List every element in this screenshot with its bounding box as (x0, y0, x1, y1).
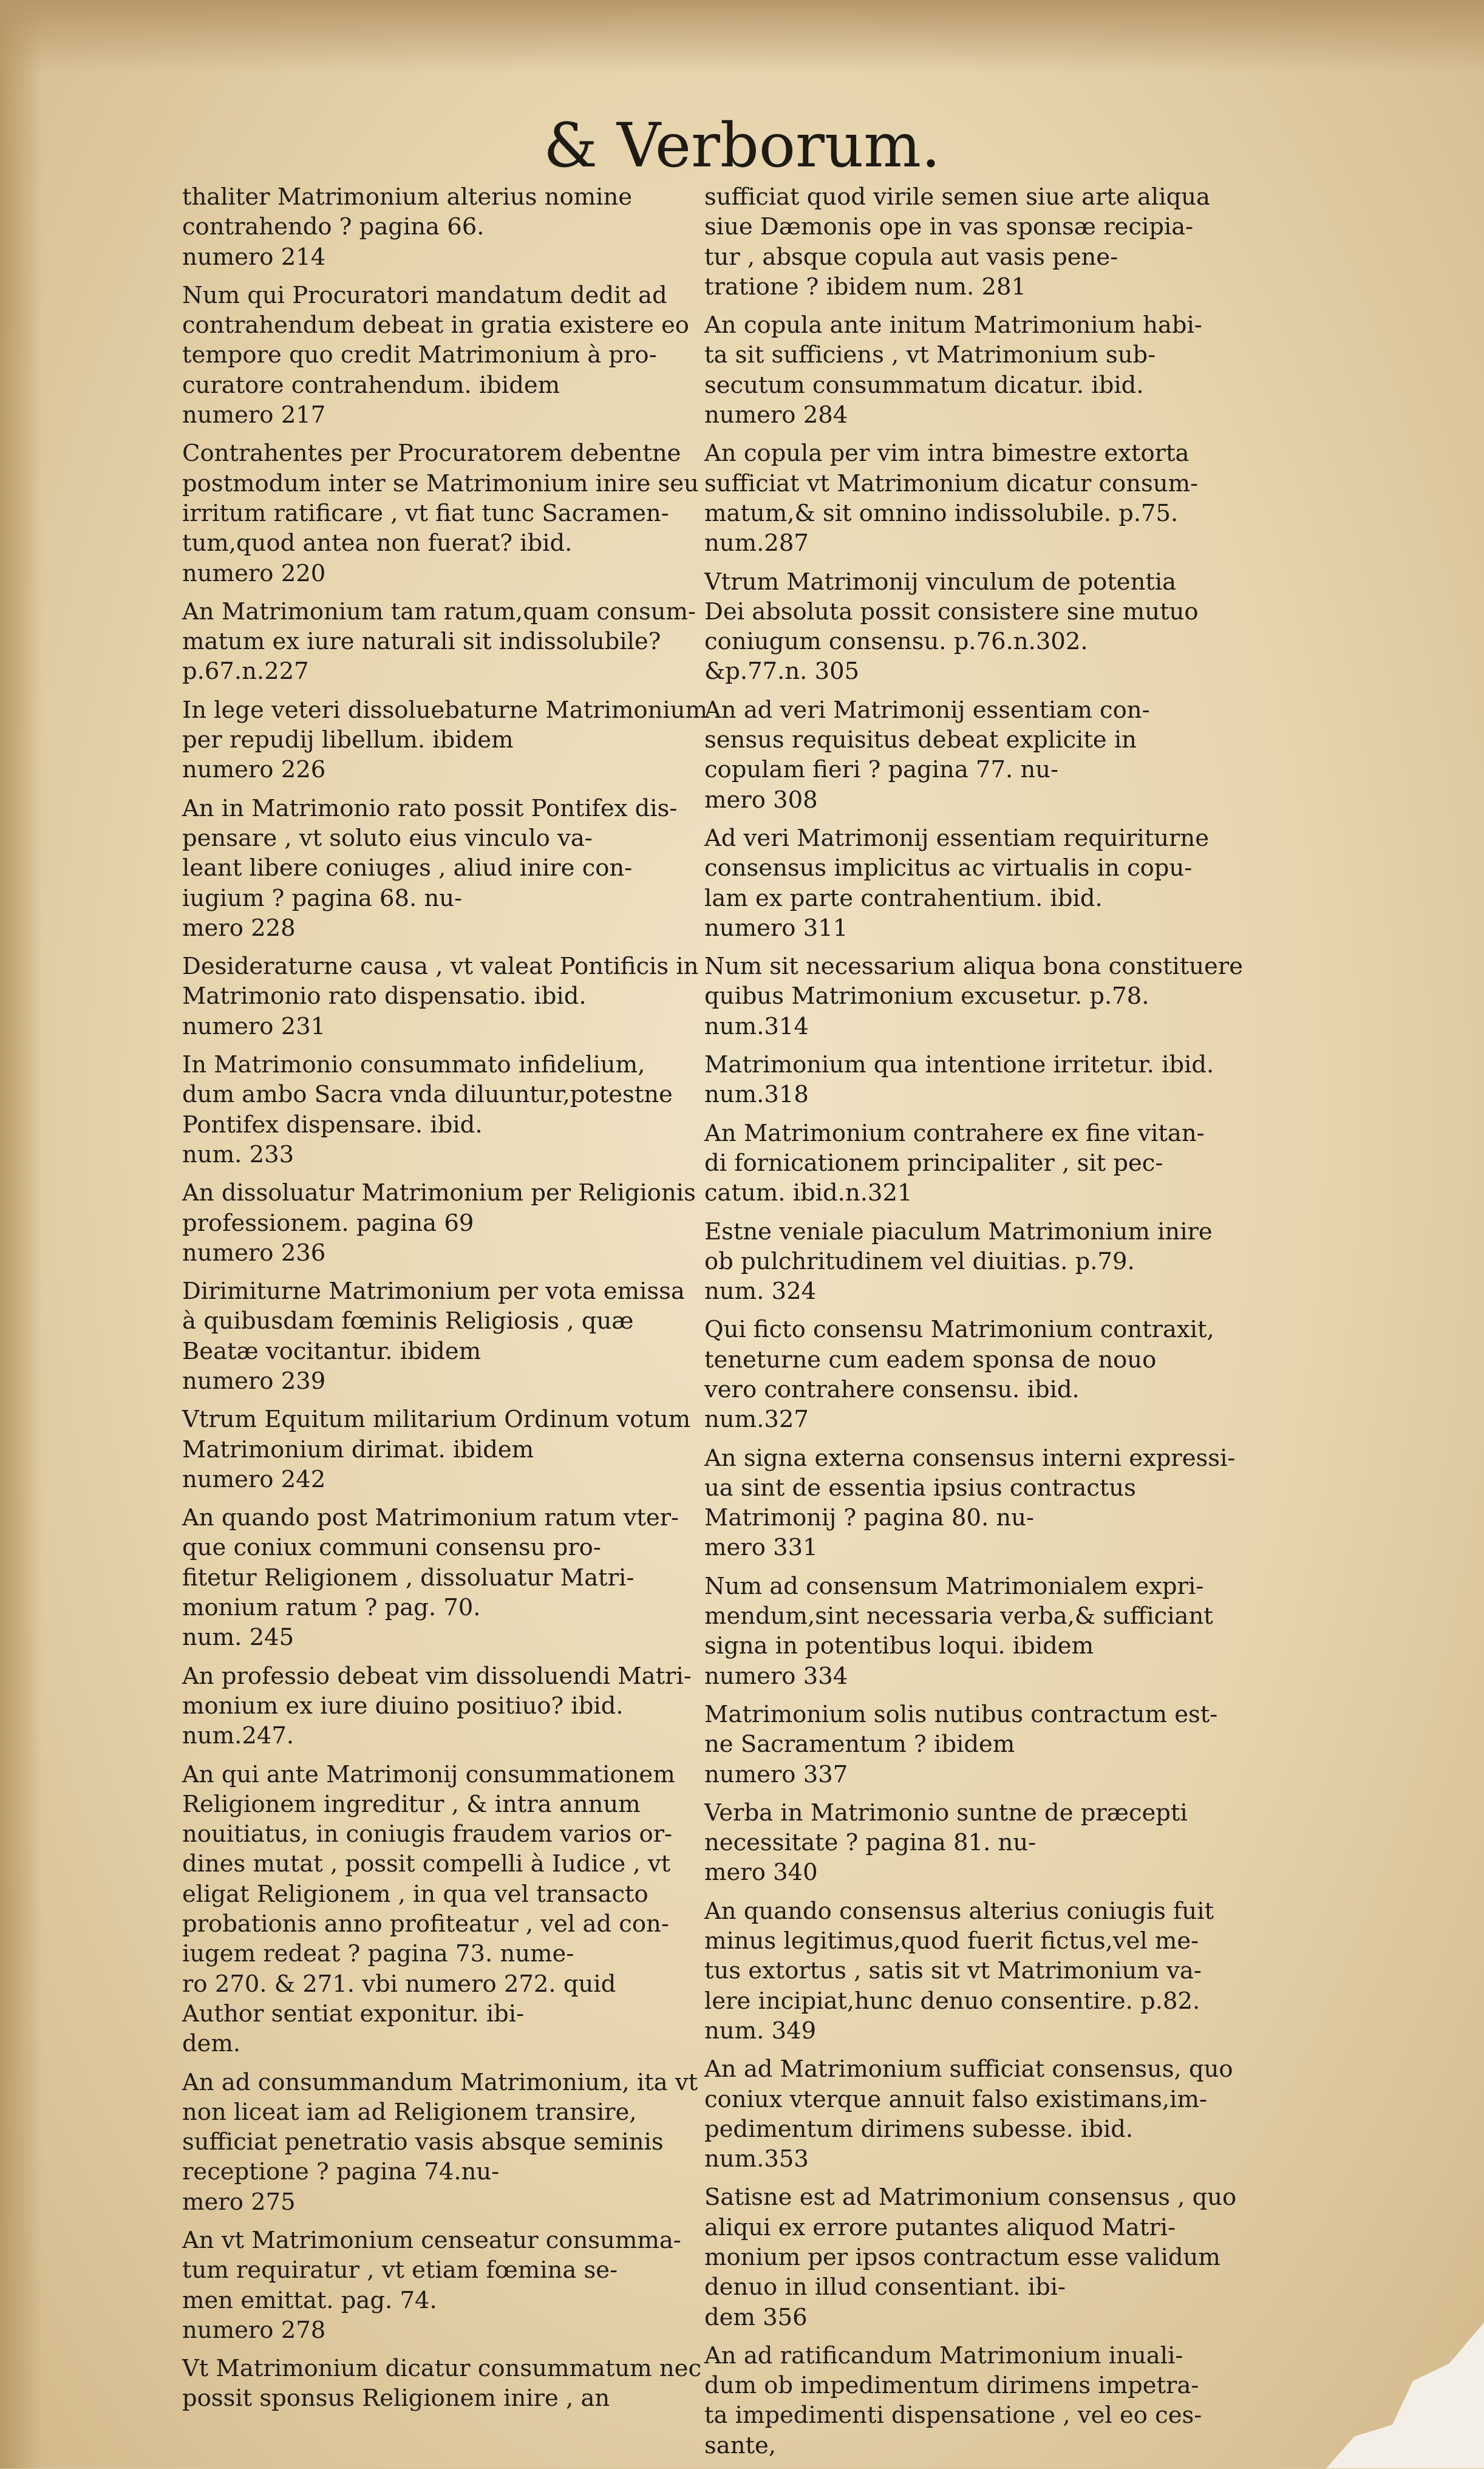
index-entry-line: irritum ratificare , vt fiat tunc Sacramen- (182, 499, 669, 527)
index-entry-line: Dirimiturne Matrimonium per vota emissa (182, 1278, 685, 1306)
index-entry (182, 695, 708, 785)
index-entry (704, 2341, 1202, 2460)
index-entry (182, 1405, 691, 1494)
index-entry-line: mero 275 (182, 2188, 296, 2216)
index-entry-line: coniux vterque annuit falso existimans,im- (704, 2085, 1207, 2113)
index-entry-line: postmodum inter se Matrimonium inire seu (182, 469, 699, 497)
index-entry (182, 1661, 692, 1751)
index-entry-line: receptione ? pagina 74.nu- (182, 2158, 500, 2186)
index-entry-line: numero 231 (182, 1012, 326, 1040)
index-entry-line: num.247. (182, 1722, 294, 1750)
index-entry-line: numero 242 (182, 1465, 326, 1493)
index-entry-line: matum ex iure naturali sit indissolubile? (182, 628, 661, 656)
index-entry-line: Beatæ vocitantur. ibidem (182, 1337, 482, 1365)
index-entry-line: minus legitimus,quod fuerit fictus,vel me- (704, 1927, 1199, 1955)
index-entry-line: An dissoluatur Matrimonium per Religionis (182, 1179, 696, 1207)
index-entry (182, 597, 696, 687)
index-entry-line: contrahendo ? pagina 66. (182, 213, 485, 241)
index-entry-line: secutum consummatum dicatur. ibid. (704, 371, 1144, 399)
index-entry-line: Vtrum Equitum militarium Ordinum votum (182, 1406, 691, 1434)
index-entry-line: Vtrum Matrimonij vinculum de potentia (704, 568, 1177, 596)
index-entry-line: eligat Religionem , in qua vel transacto (182, 1880, 648, 1908)
index-entry-line: monium ratum ? pag. 70. (182, 1594, 481, 1622)
index-entry-line: An copula per vim intra bimestre extorta (704, 440, 1190, 468)
index-entry (704, 952, 1244, 1041)
index-entry-line: An ad Matrimonium sufficiat consensus, quo (704, 2055, 1233, 2083)
index-entry-line: numero 284 (704, 401, 848, 429)
index-entry-line: signa in potentibus loqui. ibidem (704, 1632, 1094, 1660)
index-entry (182, 1760, 674, 2059)
index-entry-line: ta impedimenti dispensatione , vel eo ces- (704, 2402, 1202, 2430)
index-entry (182, 1178, 696, 1268)
index-entry-line: Vt Matrimonium dicatur consummatum nec (182, 2355, 702, 2383)
index-entry (182, 182, 674, 272)
index-entry-line: leant libere coniuges , aliud inire con- (182, 854, 633, 882)
index-entry-line: Verba in Matrimonio suntne de præcepti (704, 1799, 1188, 1827)
index-entry-line: dum ambo Sacra vnda diluuntur,potestne (182, 1081, 673, 1109)
index-entry-line: numero 220 (182, 559, 326, 587)
index-entry-line: numero 278 (182, 2316, 326, 2344)
index-entry (182, 2354, 702, 2414)
index-entry-line: mero 340 (704, 1859, 818, 1887)
index-entry-line: tur , absque copula aut vasis pene- (704, 243, 1118, 271)
index-entry-line: An quando consensus alterius coniugis fuit (704, 1897, 1214, 1925)
index-entry-line: numero 236 (182, 1239, 326, 1267)
index-entry (704, 1896, 1214, 2046)
index-entry-line: In lege veteri dissoluebaturne Matrimonium (182, 696, 708, 724)
index-entry (182, 281, 689, 430)
index-entry-line: num. 233 (182, 1140, 294, 1168)
index-entry-line: An quando post Matrimonium ratum vter- (182, 1504, 679, 1532)
index-entry-line: Num sit necessarium aliqua bona constituere (704, 953, 1244, 981)
index-entry-line: An qui ante Matrimonij consummationem (182, 1760, 675, 1788)
index-entry-line: Contrahentes per Procuratorem debentne (182, 440, 681, 468)
index-entry-line: numero 239 (182, 1367, 326, 1395)
index-entry-line: mendum,sint necessaria verba,& sufficiant (704, 1602, 1213, 1630)
index-entry-line: ro 270. & 271. vbi numero 272. quid (182, 1970, 616, 1998)
index-entry-line: lam ex parte contrahentium. ibid. (704, 884, 1103, 912)
index-entry-line: coniugum consensu. p.76.n.302. (704, 628, 1088, 656)
index-entry-line: Matrimonium solis nutibus contractum est- (704, 1700, 1218, 1728)
index-entry-line: &p.77.n. 305 (704, 658, 860, 686)
index-entry (704, 1119, 1205, 1208)
index-entry-line: An ad veri Matrimonij essentiam con- (704, 696, 1150, 724)
index-entry-line: numero 214 (182, 243, 326, 271)
index-entry-line: num.287 (704, 530, 809, 557)
index-entry-line: Desideraturne causa , vt valeat Pontificis in (182, 953, 699, 981)
index-entry-line: tum requiratur , vt etiam fœmina se- (182, 2256, 618, 2284)
index-entry-line: que coniux communi consensu pro- (182, 1534, 601, 1562)
torn-corner (1326, 2323, 1484, 2468)
index-entry-line: di fornicationem principaliter , sit pec- (704, 1149, 1163, 1177)
index-entry (704, 2182, 1237, 2332)
index-entry-line: ne Sacramentum ? ibidem (704, 1731, 1015, 1759)
index-entry-line: contrahendum debeat in gratia existere eo (182, 312, 689, 339)
index-entry-line: num.314 (704, 1012, 809, 1040)
index-entry-line: Qui ficto consensu Matrimonium contraxit, (704, 1316, 1214, 1344)
index-entry-line: An ad ratificandum Matrimonium inuali- (704, 2341, 1183, 2369)
index-entry-line: teneturne cum eadem sponsa de nouo (704, 1346, 1157, 1374)
index-entry-line: copulam fieri ? pagina 77. nu- (704, 756, 1059, 784)
index-entry (182, 1276, 685, 1396)
index-entry-line: iugem redeat ? pagina 73. nume- (182, 1940, 574, 1968)
index-entry (182, 794, 678, 943)
index-entry-line: sante, (704, 2431, 777, 2459)
index-entry (704, 182, 1210, 302)
index-entry-line: pensare , vt soluto eius vinculo va- (182, 824, 593, 852)
index-entry-line: professionem. pagina 69 (182, 1209, 474, 1237)
index-entry-line: numero 226 (182, 756, 326, 784)
index-entry-line: tus extortus , satis sit vt Matrimonium va- (704, 1957, 1202, 1985)
index-entry-line: num.353 (704, 2145, 809, 2173)
page-edge-shadow (0, 0, 43, 2468)
index-entry-line: sensus requisitus debeat explicite in (704, 726, 1137, 754)
index-entry-line: An ad consummandum Matrimonium, ita vt (182, 2068, 698, 2096)
index-entry-line: Estne veniale piaculum Matrimonium inire (704, 1217, 1213, 1245)
index-entry-line: num.318 (704, 1081, 809, 1109)
index-entry (182, 2226, 681, 2345)
running-header: & Verborum. (543, 110, 941, 181)
index-entry (704, 438, 1199, 558)
index-entry-line: numero 311 (704, 914, 848, 942)
index-entry-line: mero 331 (704, 1534, 818, 1562)
index-entry-line: dem. (182, 2030, 241, 2058)
index-entry-line: mero 228 (182, 914, 296, 942)
index-entry-line: Dei absoluta possit consistere sine mutuo (704, 598, 1199, 625)
index-entry-line: à quibusdam fœminis Religiosis , quæ (182, 1307, 634, 1335)
index-entry-line: numero 217 (182, 401, 326, 429)
index-entry-line: numero 337 (704, 1760, 848, 1788)
index-entry-line: siue Dæmonis ope in vas sponsæ recipia- (704, 213, 1194, 241)
index-entry-line: An copula ante initum Matrimonium habi- (704, 312, 1202, 339)
index-entry-line: monium ex iure diuino positiuo? ibid. (182, 1692, 624, 1720)
index-entry-line: mero 308 (704, 786, 818, 814)
index-entry-line: fitetur Religionem , dissoluatur Matri- (182, 1564, 635, 1592)
index-entry (704, 823, 1209, 943)
index-entry-line: vero contrahere consensu. ibid. (704, 1375, 1080, 1403)
index-entry-line: nouitiatus, in coniugis fraudem varios or- (182, 1820, 673, 1848)
index-entry-line: An signa externa consensus interni expressi- (704, 1444, 1236, 1472)
index-entry (704, 1572, 1213, 1691)
index-entry-line: thaliter Matrimonium alterius nomine (182, 183, 633, 211)
index-entry-line: Num ad consensum Matrimonialem expri- (704, 1572, 1204, 1600)
index-entry-line: Religionem ingreditur , & intra annum (182, 1790, 641, 1818)
index-entry-line: num. 349 (704, 2017, 817, 2045)
index-entry-line: catum. ibid.n.321 (704, 1179, 913, 1207)
index-entry-line: monium per ipsos contractum esse validum (704, 2244, 1220, 2271)
index-entry-line: quibus Matrimonium excusetur. p.78. (704, 982, 1149, 1010)
index-entry-line: Satisne est ad Matrimonium consensus , quo (704, 2184, 1237, 2212)
index-entry (182, 1050, 674, 1170)
index-entry-line: An Matrimonium contrahere ex fine vitan- (704, 1119, 1205, 1147)
index-entry-line: num. 245 (182, 1624, 294, 1652)
index-entry (704, 1700, 1218, 1790)
page-top-stain (0, 0, 1484, 73)
index-entry (704, 310, 1202, 430)
index-entry (704, 1050, 1214, 1110)
index-entry-line: men emittat. pag. 74. (182, 2286, 437, 2314)
index-entry (704, 1315, 1214, 1434)
index-entry-line: dem 356 (704, 2303, 808, 2331)
index-entry-line: tempore quo credit Matrimonium à pro- (182, 341, 657, 369)
index-entry-line: ua sint de essentia ipsius contractus (704, 1474, 1136, 1502)
index-entry (182, 438, 699, 588)
index-entry (704, 1443, 1236, 1563)
index-entry-line: tum,quod antea non fuerat? ibid. (182, 530, 573, 557)
index-entry-line: num.327 (704, 1406, 809, 1434)
index-entry-line: consensus implicitus ac virtualis in copu- (704, 854, 1193, 882)
index-entry (704, 1798, 1196, 1888)
index-entry-line: matum,& sit omnino indissolubile. p.75. (704, 499, 1179, 527)
index-entry-line: An in Matrimonio rato possit Pontifex dis- (182, 794, 678, 822)
index-entry-line: iugium ? pagina 68. nu- (182, 884, 463, 912)
index-entry-line: sufficiat penetratio vasis absque seminis (182, 2128, 664, 2156)
index-entry-line: Matrimonium qua intentione irritetur. ibid. (704, 1051, 1214, 1079)
index-entry-line: An Matrimonium tam ratum,quam consum- (182, 598, 696, 625)
index-entry-line: ta sit sufficiens , vt Matrimonium sub- (704, 341, 1156, 369)
index-entry-line: In Matrimonio consummato infidelium, (182, 1051, 645, 1079)
index-entry-line: denuo in illud consentiant. ibi- (704, 2273, 1066, 2301)
index-entry (182, 952, 699, 1041)
index-entry-line: lere incipiat,hunc denuo consentire. p.82. (704, 1987, 1200, 2015)
index-entry-line: p.67.n.227 (182, 658, 309, 686)
index-entry-line: dum ob impedimentum dirimens impetra- (704, 2372, 1199, 2400)
index-entry-line: sufficiat vt Matrimonium dicatur consum- (704, 469, 1199, 497)
index-entry-line: num. 324 (704, 1278, 817, 1306)
index-entry-line: non liceat iam ad Religionem transire, (182, 2098, 637, 2126)
index-entry-line: ob pulchritudinem vel diuitias. p.79. (704, 1247, 1135, 1275)
index-entry-line: Matrimonij ? pagina 80. nu- (704, 1504, 1035, 1532)
index-entry-line: Num qui Procuratori mandatum dedit ad (182, 281, 667, 309)
index-entry-line: aliqui ex errore putantes aliquod Matri- (704, 2213, 1176, 2241)
index-entry-line: Pontifex dispensare. ibid. (182, 1111, 483, 1139)
index-entry-line: necessitate ? pagina 81. nu- (704, 1829, 1036, 1857)
index-entry-line: per repudij libellum. ibidem (182, 726, 514, 754)
index-entry (704, 695, 1196, 815)
index-entry-line: dines mutat , possit compelli à Iudice , vt (182, 1850, 671, 1878)
index-entry-line: Author sentiat exponitur. ibi- (182, 2000, 525, 2028)
index-entry (704, 2054, 1233, 2174)
index-entry (704, 567, 1199, 687)
index-entry-line: curatore contrahendum. ibidem (182, 371, 560, 399)
index-entry-line: possit sponsus Religionem inire , an (182, 2385, 610, 2413)
index-entry-line: pedimentum dirimens subesse. ibid. (704, 2115, 1134, 2143)
index-entry-line: An professio debeat vim dissoluendi Matri- (182, 1662, 692, 1690)
index-entry (182, 2068, 698, 2217)
index-entry-line: numero 334 (704, 1662, 848, 1690)
index-entry-line: sufficiat quod virile semen siue arte aliqua (704, 183, 1210, 211)
index-entry (182, 1503, 679, 1652)
index-entry-line: Ad veri Matrimonij essentiam requiriturne (704, 824, 1209, 852)
index-entry-line: Matrimonium dirimat. ibidem (182, 1435, 534, 1463)
index-column-left (182, 182, 708, 2422)
index-entry (704, 1217, 1213, 1307)
index-entry-line: tratione ? ibidem num. 281 (704, 273, 1026, 301)
index-entry-line: Matrimonio rato dispensatio. ibid. (182, 982, 587, 1010)
index-column-right (704, 182, 1244, 2469)
index-entry-line: An vt Matrimonium censeatur consumma- (182, 2227, 681, 2254)
index-entry-line: probationis anno profiteatur , vel ad con- (182, 1910, 669, 1938)
